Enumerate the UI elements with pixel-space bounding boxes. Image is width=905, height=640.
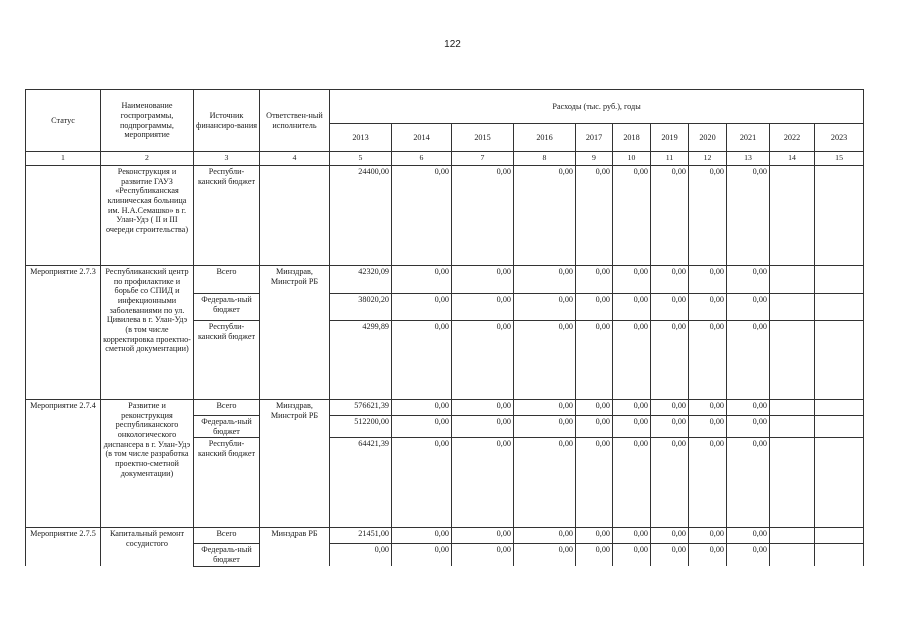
value-cell-2021: 0,00 [727,544,770,566]
value-cell-2016: 0,00 [514,166,576,266]
page-number: 122 [444,39,461,50]
status-cell [26,166,101,266]
value-cell-2017: 0,00 [576,294,613,321]
column-number: 5 [330,152,392,166]
value-cell-2023 [815,416,864,438]
table-row [26,528,864,544]
value-cell-2022 [770,438,815,528]
value-cell-2021: 0,00 [727,294,770,321]
column-number: 13 [727,152,770,166]
value-cell-2013: 4299,89 [330,321,392,400]
value-cell-2018: 0,00 [613,294,651,321]
column-number: 8 [514,152,576,166]
header-year-2014: 2014 [392,124,452,152]
source-cell: Республи-канский бюджет [194,166,260,266]
executor-cell: Минздрав РБ [260,528,330,566]
value-cell-2017: 0,00 [576,321,613,400]
source-cell: Всего [194,400,260,416]
value-cell-2016: 0,00 [514,438,576,528]
value-cell-2017: 0,00 [576,400,613,416]
value-cell-2015: 0,00 [452,321,514,400]
name-cell: Реконструкция и развитие ГАУЗ «Республиканская клиническая больница им. Н.А.Семашко» в г. Улан-Удэ ( II и III очереди строительства) [101,166,194,266]
value-cell-2022 [770,321,815,400]
source-cell: Федераль-ный бюджет [194,544,260,566]
column-number: 15 [815,152,864,166]
header-source: Источник финансиро-вания [194,90,260,152]
value-cell-2021: 0,00 [727,528,770,544]
value-cell-2018: 0,00 [613,166,651,266]
value-cell-2018: 0,00 [613,416,651,438]
value-cell-2021: 0,00 [727,416,770,438]
value-cell-2023 [815,528,864,544]
value-cell-2017: 0,00 [576,266,613,294]
value-cell-2022 [770,266,815,294]
value-cell-2015: 0,00 [452,294,514,321]
header-year-2018: 2018 [613,124,651,152]
header-year-2020: 2020 [689,124,727,152]
value-cell-2020: 0,00 [689,321,727,400]
value-cell-2018: 0,00 [613,438,651,528]
value-cell-2022 [770,166,815,266]
value-cell-2021: 0,00 [727,266,770,294]
column-number: 2 [101,152,194,166]
value-cell-2023 [815,166,864,266]
value-cell-2015: 0,00 [452,438,514,528]
value-cell-2017: 0,00 [576,544,613,566]
value-cell-2023 [815,266,864,294]
value-cell-2022 [770,416,815,438]
header-status: Статус [26,90,101,152]
status-cell: Мероприятие 2.7.3 [26,266,101,400]
value-cell-2018: 0,00 [613,266,651,294]
source-cell: Федераль-ный бюджет [194,294,260,321]
value-cell-2016: 0,00 [514,528,576,544]
value-cell-2019: 0,00 [651,544,689,566]
header-year-2019: 2019 [651,124,689,152]
value-cell-2013: 24400,00 [330,166,392,266]
value-cell-2022 [770,400,815,416]
value-cell-2013: 21451,00 [330,528,392,544]
value-cell-2018: 0,00 [613,400,651,416]
value-cell-2023 [815,321,864,400]
value-cell-2014: 0,00 [392,321,452,400]
header-year-2015: 2015 [452,124,514,152]
value-cell-2015: 0,00 [452,166,514,266]
name-cell: Развитие и реконструкция республиканского онкологического диспансера в г. Улан-Удэ (в том числе разработка проектно-сметной документации) [101,400,194,528]
value-cell-2021: 0,00 [727,400,770,416]
budget-table [25,89,864,567]
source-cell: Всего [194,266,260,294]
value-cell-2023 [815,294,864,321]
value-cell-2014: 0,00 [392,266,452,294]
column-number: 9 [576,152,613,166]
value-cell-2013: 576621,39 [330,400,392,416]
value-cell-2014: 0,00 [392,544,452,566]
column-number: 11 [651,152,689,166]
value-cell-2020: 0,00 [689,166,727,266]
value-cell-2016: 0,00 [514,321,576,400]
status-cell: Мероприятие 2.7.4 [26,400,101,528]
value-cell-2020: 0,00 [689,266,727,294]
value-cell-2014: 0,00 [392,400,452,416]
column-number: 14 [770,152,815,166]
value-cell-2014: 0,00 [392,416,452,438]
value-cell-2018: 0,00 [613,321,651,400]
value-cell-2023 [815,544,864,566]
value-cell-2019: 0,00 [651,438,689,528]
column-number: 6 [392,152,452,166]
source-cell: Федераль-ный бюджет [194,416,260,438]
header-year-2016: 2016 [514,124,576,152]
value-cell-2014: 0,00 [392,528,452,544]
column-number: 3 [194,152,260,166]
value-cell-2013: 64421,39 [330,438,392,528]
source-cell: Республи-канский бюджет [194,438,260,528]
executor-cell: Минздрав, Минстрой РБ [260,400,330,528]
value-cell-2014: 0,00 [392,166,452,266]
executor-cell: Минздрав, Минстрой РБ [260,266,330,400]
header-year-2013: 2013 [330,124,392,152]
value-cell-2018: 0,00 [613,528,651,544]
status-cell: Мероприятие 2.7.5 [26,528,101,566]
value-cell-2020: 0,00 [689,438,727,528]
header-year-2021: 2021 [727,124,770,152]
value-cell-2015: 0,00 [452,400,514,416]
value-cell-2015: 0,00 [452,266,514,294]
source-cell: Всего [194,528,260,544]
value-cell-2023 [815,400,864,416]
value-cell-2022 [770,294,815,321]
column-number: 12 [689,152,727,166]
value-cell-2020: 0,00 [689,544,727,566]
value-cell-2022 [770,544,815,566]
column-number: 1 [26,152,101,166]
value-cell-2015: 0,00 [452,528,514,544]
value-cell-2017: 0,00 [576,528,613,544]
value-cell-2022 [770,528,815,544]
value-cell-2018: 0,00 [613,544,651,566]
value-cell-2016: 0,00 [514,544,576,566]
value-cell-2016: 0,00 [514,266,576,294]
value-cell-2021: 0,00 [727,438,770,528]
value-cell-2017: 0,00 [576,166,613,266]
header-year-2022: 2022 [770,124,815,152]
table-row [26,266,864,294]
executor-cell [260,166,330,266]
header-executor: Ответствен-ный исполнитель [260,90,330,152]
name-cell: Капитальный ремонт сосудистого [101,528,194,566]
name-cell: Республиканский центр по профилактике и борьбе со СПИД и инфекционными заболеваниями по ул. Цивилева в г. Улан-Удэ (в том числе корректировка проектно-сметной документации) [101,266,194,400]
value-cell-2019: 0,00 [651,166,689,266]
value-cell-2019: 0,00 [651,416,689,438]
table-row [26,166,864,266]
value-cell-2017: 0,00 [576,416,613,438]
value-cell-2016: 0,00 [514,416,576,438]
value-cell-2021: 0,00 [727,166,770,266]
value-cell-2023 [815,438,864,528]
value-cell-2019: 0,00 [651,321,689,400]
value-cell-2019: 0,00 [651,266,689,294]
value-cell-2014: 0,00 [392,438,452,528]
column-number: 4 [260,152,330,166]
value-cell-2014: 0,00 [392,294,452,321]
header-name: Наименование госпрограммы, подпрограммы, мероприятие [101,90,194,152]
value-cell-2019: 0,00 [651,400,689,416]
value-cell-2013: 42320,09 [330,266,392,294]
value-cell-2020: 0,00 [689,400,727,416]
value-cell-2016: 0,00 [514,400,576,416]
value-cell-2016: 0,00 [514,294,576,321]
value-cell-2017: 0,00 [576,438,613,528]
value-cell-2020: 0,00 [689,294,727,321]
value-cell-2015: 0,00 [452,544,514,566]
value-cell-2013: 0,00 [330,544,392,566]
value-cell-2015: 0,00 [452,416,514,438]
header-expenses: Расходы (тыс. руб.), годы [330,90,864,124]
value-cell-2021: 0,00 [727,321,770,400]
table-row [26,400,864,416]
header-year-2023: 2023 [815,124,864,152]
source-cell: Республи-канский бюджет [194,321,260,400]
value-cell-2013: 38020,20 [330,294,392,321]
value-cell-2020: 0,00 [689,528,727,544]
value-cell-2019: 0,00 [651,528,689,544]
value-cell-2013: 512200,00 [330,416,392,438]
value-cell-2020: 0,00 [689,416,727,438]
header-year-2017: 2017 [576,124,613,152]
value-cell-2019: 0,00 [651,294,689,321]
column-number: 10 [613,152,651,166]
column-number: 7 [452,152,514,166]
